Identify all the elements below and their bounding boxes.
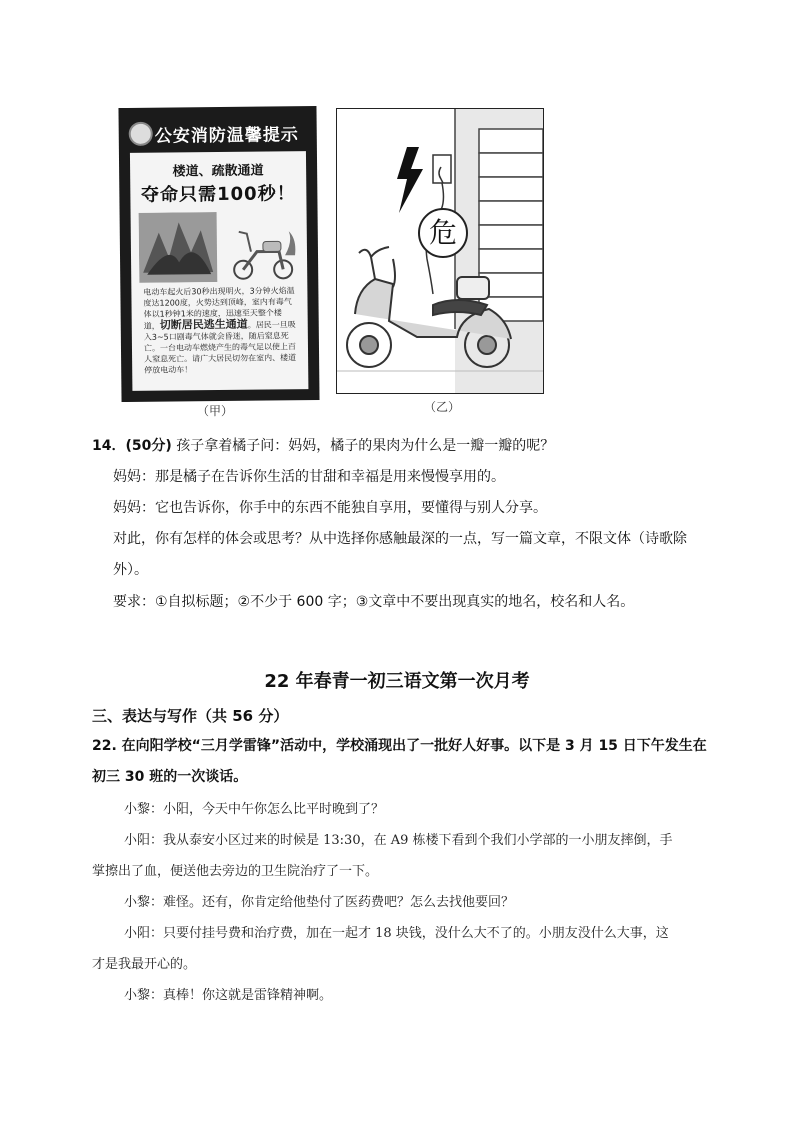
dialogue-line: 小黎：难怪。还有，你肯定给他垫付了医药费吧？怎么去找他要回？	[124, 895, 515, 910]
q14-line-5: 外）。	[113, 562, 148, 578]
exam-title: 22 年春青一初三语文第一次月考	[264, 671, 530, 692]
q14-prompt: 孩子拿着橘子问：妈妈，橘子的果肉为什么是一瓣一瓣的呢？	[176, 438, 555, 454]
q14-number: 14．	[92, 438, 126, 454]
q22-line-2: 初三 30 班的一次谈话。	[92, 769, 248, 785]
danger-symbol: 危	[418, 208, 468, 258]
poster-headline-1: 楼道、疏散通道	[172, 163, 264, 180]
poster-body-emphasis: 切断居民逃生通道	[159, 317, 248, 332]
q14-prompt-line	[92, 436, 554, 456]
lightning-icon	[397, 147, 423, 213]
poster-body-part-1: 电动车起火后30秒出现明火，3分钟火焰温度达1200度，火势达到顶峰，室内有毒气体以1秒钟1米的速度，迅速至天整个楼道，	[143, 286, 295, 331]
figure-caption-jia: （甲）	[197, 404, 234, 418]
poster-headline-2: 夺命只需100秒！	[140, 183, 296, 206]
q22-line-1: 22. 在向阳学校“三月学雷锋”活动中，学校涌现出了一批好人好事。以下是 3 月 15 日下午发生在	[92, 738, 707, 754]
fire-safety-poster	[118, 106, 319, 402]
dialogue-line: 小阳：只要付挂号费和治疗费，加在一起才 18 块钱，没什么大不了的。小朋友没什么大事，这	[124, 926, 669, 941]
figure-caption-yi: （乙）	[424, 400, 461, 414]
dialogue-line: 小黎：小阳，今天中午你怎么比平时晚到了？	[124, 802, 385, 817]
burning-scooter-illustration	[139, 211, 300, 283]
dialogue-line: 小阳：我从泰安小区过来的时候是 13:30，在 A9 栋楼下看到个我们小学部的一小朋友摔倒，手	[124, 833, 673, 848]
dialogue-line: 掌擦出了血，便送他去旁边的卫生院治疗了一下。	[92, 864, 379, 879]
poster-panel	[130, 151, 308, 391]
poster-body-part-2: 。居民一旦吸入3~5口剧毒气体就会昏迷，随后窒息死亡。一台电动车燃烧产生的毒气足以使上百人窒息死亡。请广大居民切勿在室内、楼道停放电动车！	[143, 320, 297, 375]
poster-body-text	[143, 285, 298, 376]
q14-requirements: 要求：①自拟标题；②不少于 600 字；③文章中不要出现真实的地名，校名和人名。	[113, 594, 635, 610]
section-title: 三、表达与写作（共 56 分）	[92, 707, 289, 725]
dialogue-line: 才是我最开心的。	[92, 957, 197, 972]
q14-line-3: 妈妈：它也告诉你，你手中的东西不能独自享用，要懂得与别人分享。	[113, 500, 547, 516]
police-badge-icon	[129, 122, 153, 146]
q14-score: (50分)	[125, 438, 172, 454]
dialogue-line: 小黎：真棒！你这就是雷锋精神啊。	[124, 988, 333, 1003]
poster-title: 公安消防温馨提示	[154, 125, 299, 147]
q14-line-4: 对此，你有怎样的体会或思考？从中选择你感触最深的一点，写一篇文章，不限文体（诗歌除	[113, 531, 687, 547]
q14-line-2: 妈妈：那是橘子在告诉你生活的甘甜和幸福是用来慢慢享用的。	[113, 469, 505, 485]
